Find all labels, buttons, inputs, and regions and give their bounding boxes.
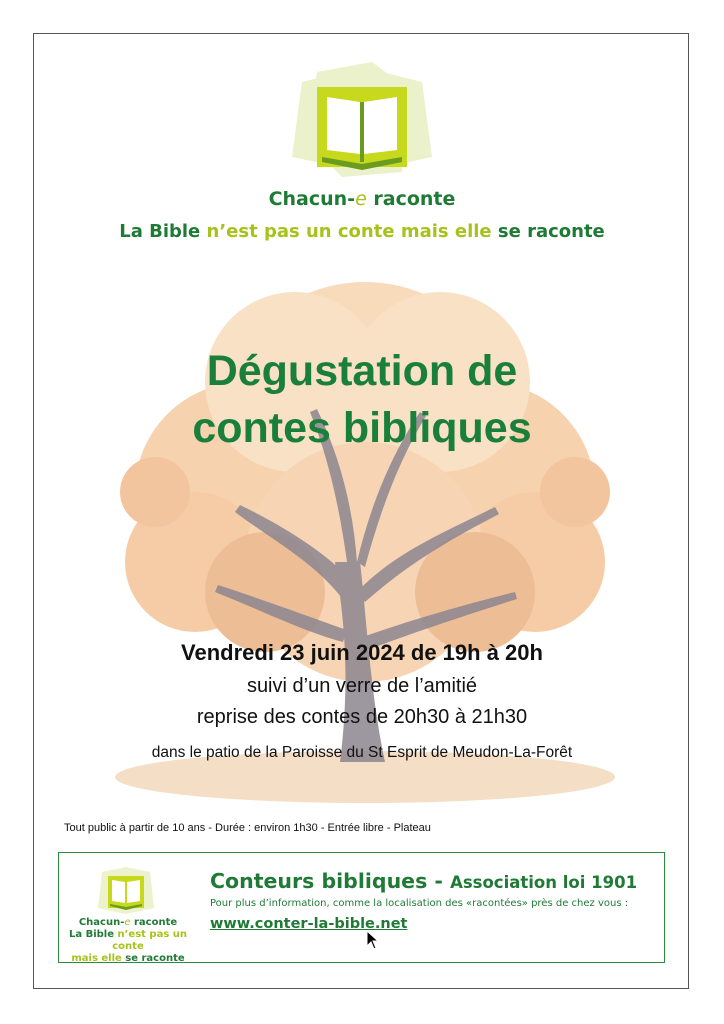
website-link[interactable]: www.conter-la-bible.net <box>210 916 408 932</box>
event-date: Vendredi 23 juin 2024 de 19h à 20h <box>181 640 543 665</box>
event-info: Tout public à partir de 10 ans - Durée : environ 1h30 - Entrée libre - Plateau <box>64 822 431 834</box>
bible-book-logo-small <box>94 866 158 916</box>
event-title <box>0 343 724 457</box>
event-reprise: reprise des contes de 20h30 à 21h30 <box>196 706 528 728</box>
mouse-cursor-icon <box>366 930 380 950</box>
brand-name: Chacun-e raconte <box>268 188 456 210</box>
event-location: dans le patio de la Paroisse du St Esprit de Meudon-La-Forêt <box>151 744 573 761</box>
footer-brand: Chacun-e raconte La Bible n’est pas un conte mais elle se raconte <box>68 917 187 964</box>
bible-book-logo <box>282 62 442 182</box>
title-line-2: contes bibliques <box>192 404 532 452</box>
title-line-1: Dégustation de <box>206 347 518 395</box>
brand-tagline: La Bible n’est pas un conte mais elle se raconte <box>119 221 605 242</box>
org-info-text: Pour plus d’information, comme la localisation des «racontées» près de chez vous : <box>210 898 629 909</box>
event-followup: suivi d’un verre de l’amitié <box>246 675 478 697</box>
org-name: Conteurs bibliques - Association loi 1901 <box>210 869 638 893</box>
